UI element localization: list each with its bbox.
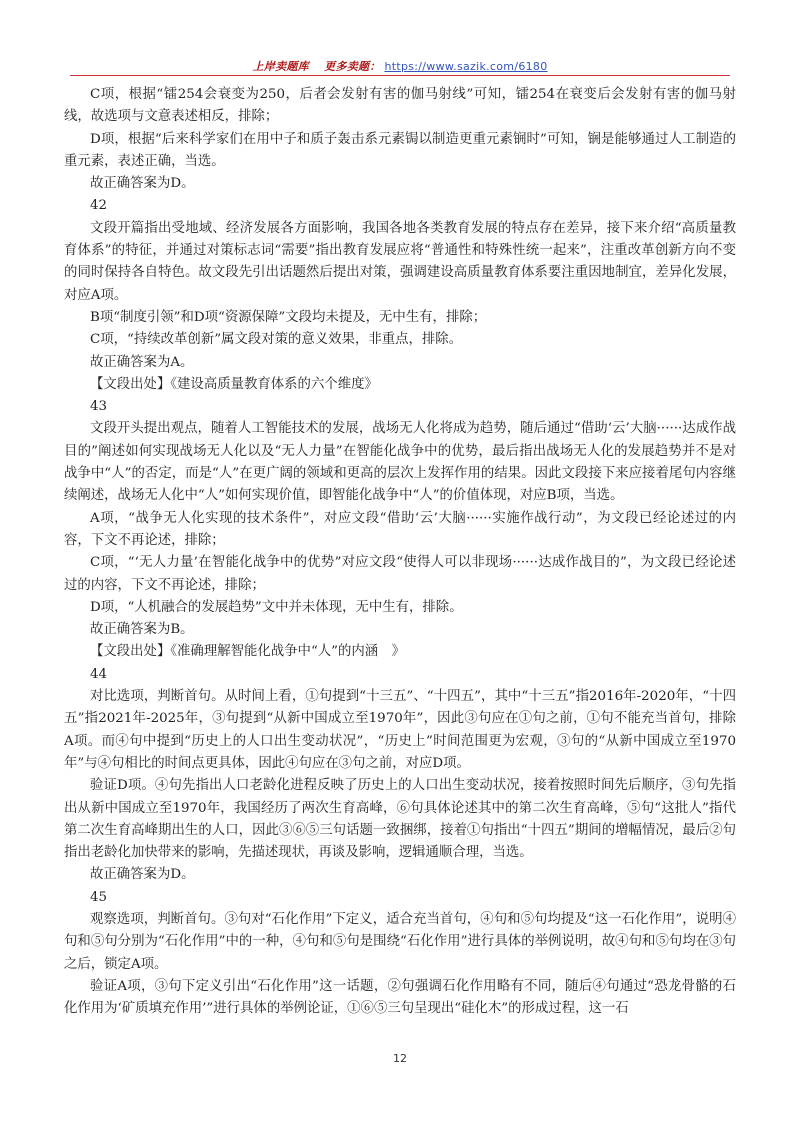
paragraph: C项，“持续改革创新”属文段对策的意义效果，非重点，排除。 [90,332,463,348]
header-label-more: 更多卖题： [324,60,381,73]
paragraph: B项“制度引领”和D项“资源保障”文段均未提及，无中生有，排除； [90,309,487,325]
header-link[interactable]: https://www.sazik.com/6180 [384,60,548,73]
header-label-question-bank: 上岸卖题库 [252,60,309,73]
question-number: 44 [90,666,108,682]
paragraph: 故正确答案为D。 [90,176,195,192]
paragraph: A项，“战争无人化实现的技术条件”，对应文段“借助‘云’大脑······实施作战行动”，为文段已经论述过的内容，下文不再论述，排除； [64,510,736,548]
question-number: 45 [90,889,108,905]
paragraph: 文段开头提出观点，随着人工智能技术的发展，战场无人化将成为趋势，随后通过“借助‘云’大脑······达成作战目的”阐述如何实现战场无人化以及“无人力量”在智能化战争中的优势，最后指出战场无人化的发展趋势并不是对战争中“人”的否定，而是“人”在更广阔的领域和更高的层次上发挥作用的结果。因此文段接下来应接着尾句内容继续阐述，战场无人化中“人”如何实现价值，即智能化战争中“人”的价值体现，对应B项，当选。 [64,421,736,504]
question-number: 42 [90,198,108,214]
document-body [64,84,736,1020]
paragraph: D项，“人机融合的发展趋势”文中并未体现，无中生有，排除。 [90,599,463,615]
paragraph: 故正确答案为B。 [90,622,194,638]
paragraph: 对比选项，判断首句。从时间上看，①句提到“十三五”、“十四五”，其中“十三五”指2016年-2020年，“十四五”指2021年-2025年，③句提到“从新中国成立至1970年”，因此③句应在①句之前，①句不能充当首句，排除A项。而④句中提到“历史上的人口出生变动状况”，“历史上”时间范围更为宏观，③句的“从新中国成立至1970年”与④句相比的时间点更具体，因此④句应在③句之前，对应D项。 [64,689,736,771]
source-citation: 【文段出处】《准确理解智能化战争中“人”的内涵 》 [90,644,405,660]
page-number: 12 [393,1052,407,1065]
paragraph: 故正确答案为D。 [90,867,195,883]
paragraph: 观察选项，判断首句。③句对“石化作用”下定义，适合充当首句，④句和⑤句均提及“这一石化作用”，说明④句和⑤句分别为“石化作用”中的一种，④句和⑤句是围绕“石化作用”进行具体的举例说明，故④句和⑤句均在③句之后，锁定A项。 [64,911,736,972]
paragraph: 验证A项，③句下定义引出“石化作用”这一话题，②句强调石化作用略有不同，随后④句通过“恐龙骨骼的石化作用为‘矿质填充作用’”进行具体的举例论证，①⑥⑤三句呈现出“硅化木”的形成过程，这一石 [64,978,736,1017]
header-divider [70,75,730,76]
paragraph: C项，根据“镭254会衰变为250，后者会发射有害的伽马射线”可知，镭254在衰变后会发射有害的伽马射线，故选项与文意表述相反，排除； [64,87,736,125]
paragraph: 故正确答案为A。 [90,354,194,370]
paragraph: D项，根据“后来科学家们在用中子和质子轰击系元素锔以制造更重元素锎时”可知，锎是能够通过人工制造的重元素，表述正确，当选。 [64,131,736,169]
paragraph: 验证D项。④句先指出人口老龄化进程反映了历史上的人口出生变动状况，接着按照时间先后顺序，③句先指出从新中国成立至1970年，我国经历了两次生育高峰，⑥句具体论述其中的第二次生育高峰，⑤句“这批人”指代第二次生育高峰期出生的人口，因此③⑥⑤三句话题一致捆绑，接着①句指出“十四五”期间的增幅情况，最后②句指出老龄化加快带来的影响，先描述现状，再谈及影响，逻辑通顺合理，当选。 [64,778,736,861]
page-header [70,58,730,74]
paragraph: 文段开篇指出受地域、经济发展各方面影响，我国各地各类教育发展的特点存在差异，接下来介绍“高质量教育体系”的特征，并通过对策标志词“需要”指出教育发展应将“普通性和特殊性统一起来”，注重改革创新方向不变的同时保持各自特色。故文段先引出话题然后提出对策，强调建设高质量教育体系要注重因地制宜，差异化发展，对应A项。 [64,220,736,303]
paragraph: C项，“‘无人力量’在智能化战争中的优势”对应文段“使得人可以非现场······达成作战目的”，为文段已经论述过的内容，下文不再论述，排除； [64,555,736,593]
source-citation: 【文段出处】《建设高质量教育体系的六个维度》 [90,376,378,392]
question-number: 43 [90,399,108,415]
